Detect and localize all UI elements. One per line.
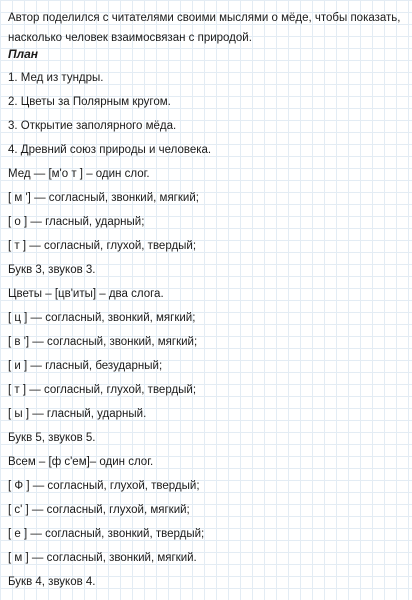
sound-line: [ в '] — согласный, звонкий, мягкий; [8,336,198,348]
letters-sounds-count: Букв 3, звуков 3. [8,264,96,276]
plan-heading: План [8,47,39,61]
word-analysis-header: Всем – [ф с'ем]– один слог. [8,456,154,468]
letters-sounds-count: Букв 5, звуков 5. [8,432,96,444]
sound-line: [ и ] — гласный, безударный; [8,360,163,372]
intro-paragraph: Автор поделился с читателями своими мыслями о мёде, чтобы показать, насколько человек взаимосвязан с природой. [8,12,401,44]
plan-item-3: 3. Открытие заполярного мёда. [8,120,177,132]
sound-line: [ м ] — согласный, звонкий, мягкий. [8,552,197,564]
plan-item-1: 1. Мед из тундры. [8,72,104,84]
sound-line: [ т ] — согласный, глухой, твердый; [8,384,197,396]
word-analysis-header: Мед — [м'о т ] – один слог. [8,168,150,180]
plan-item-2: 2. Цветы за Полярным кругом. [8,96,171,108]
plan-item-4: 4. Древний союз природы и человека. [8,144,212,156]
sound-line: [ ы ] — гласный, ударный. [8,408,147,420]
sound-line: [ е ] — согласный, звонкий, твердый; [8,528,205,540]
sound-line: [ о ] — гласный, ударный; [8,216,145,228]
sound-line: [ Ф ] — согласный, глухой, твердый; [8,480,200,492]
sound-line: [ м '] — согласный, звонкий, мягкий; [8,192,199,204]
sound-line: [ т ] — согласный, глухой, твердый; [8,240,197,252]
word-analysis-header: Цветы – [цв'иты] – два слога. [8,288,164,300]
sound-line: [ с' ] — согласный, глухой, мягкий; [8,504,190,516]
letters-sounds-count: Букв 4, звуков 4. [8,576,96,588]
sound-line: [ ц ] — согласный, звонкий, мягкий; [8,312,196,324]
